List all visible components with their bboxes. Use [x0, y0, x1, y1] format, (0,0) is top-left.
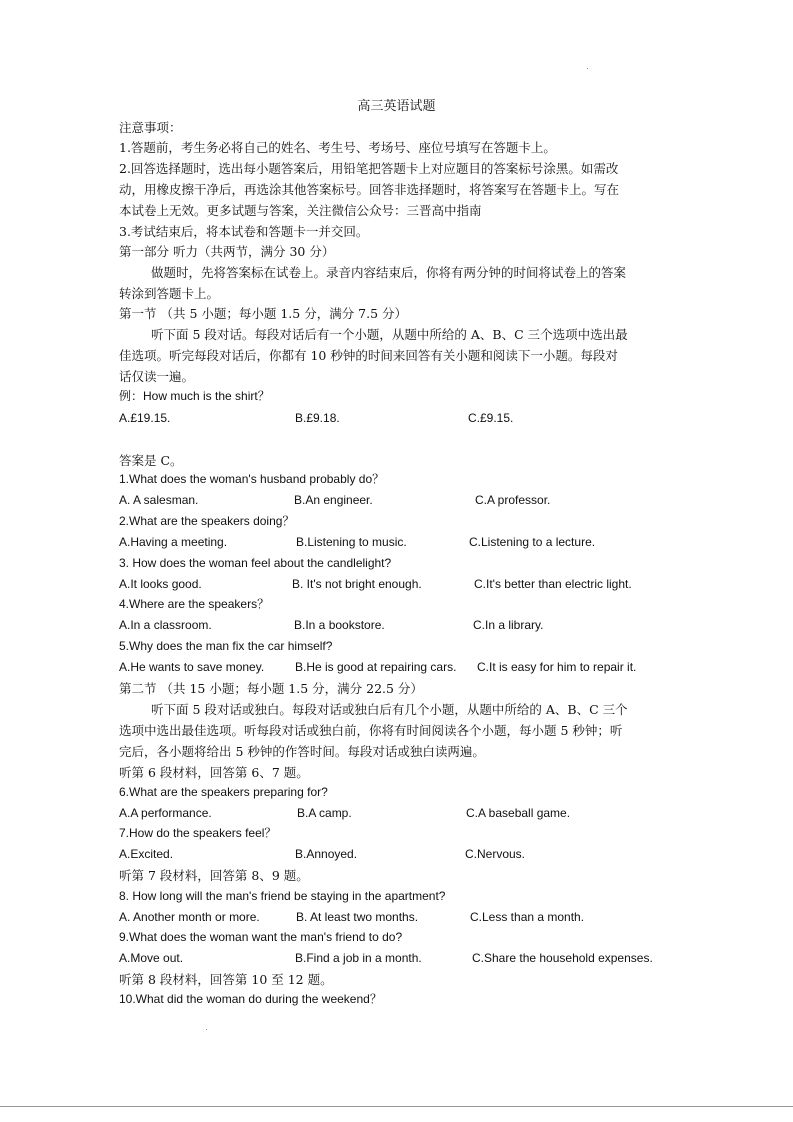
- example-options: [119, 408, 679, 429]
- question-7: 7.How do the speakers feel？: [119, 826, 277, 840]
- part1-intro-line: 转涂到答题卡上。: [119, 286, 220, 301]
- question-4: 4.Where are the speakers？: [119, 597, 270, 611]
- question-9-options: [119, 948, 679, 969]
- question-5: 5.Why does the man fix the car himself?: [119, 639, 333, 653]
- question-8: 8. How long will the man's friend be staying in the apartment?: [119, 889, 446, 903]
- part1-intro-line: 做题时，先将答案标在试卷上。录音内容结束后，你将有两分钟的时间将试卷上的答案: [151, 265, 627, 280]
- option-b: B.Find a job in a month.: [295, 951, 422, 965]
- option-a: A.He wants to save money.: [119, 660, 265, 674]
- option-b: B.An engineer.: [294, 493, 373, 507]
- section2-intro-line: 完后，各小题将给出 5 秒钟的作答时间。每段对话或独白读两遍。: [119, 744, 485, 759]
- question-5-options: [119, 657, 679, 678]
- option-a: A.Excited.: [119, 847, 174, 861]
- section1-intro-line: 话仅读一遍。: [119, 369, 195, 384]
- question-10: 10.What did the woman do during the weekend？: [119, 992, 382, 1006]
- section1-intro-line: 听下面 5 段对话。每段对话后有一个小题，从题中所给的 A、B、C 三个选项中选出最: [151, 327, 628, 342]
- material-6: 听第 6 段材料，回答第 6、7 题。: [119, 765, 309, 780]
- scan-dot: [587, 68, 588, 69]
- section2-intro-line: 听下面 5 段对话或独白。每段对话或独白后有几个小题，从题中所给的 A、B、C 三个: [151, 702, 628, 717]
- option-c: C.Share the household expenses.: [472, 951, 653, 965]
- option-c: C.A professor.: [475, 493, 551, 507]
- part1-heading: 第一部分 听力（共两节，满分 30 分）: [119, 244, 335, 259]
- option-c: C.Less than a month.: [470, 910, 585, 924]
- section1-intro-line: 佳选项。听完每段对话后，你都有 10 秒钟的时间来回答有关小题和阅读下一小题。每段对: [119, 348, 618, 363]
- option-b: B. At least two months.: [296, 910, 419, 924]
- page-bottom-rule: [0, 1106, 793, 1107]
- notice-line: 动，用橡皮擦干净后，再选涂其他答案标号。回答非选择题时，将答案写在答题卡上。写在: [119, 182, 620, 197]
- example-answer: 答案是 C。: [119, 453, 183, 468]
- option-a: A.It looks good.: [119, 577, 202, 591]
- option-a: A. A salesman.: [119, 493, 199, 507]
- option-b: B.Listening to music.: [296, 535, 407, 549]
- option-b: B.£9.18.: [295, 411, 340, 425]
- question-2-options: [119, 532, 679, 553]
- question-6: 6.What are the speakers preparing for?: [119, 785, 328, 799]
- option-b: B.He is good at repairing cars.: [295, 660, 457, 674]
- question-2: 2.What are the speakers doing？: [119, 514, 295, 528]
- notice-line: 2.回答选择题时，选出每小题答案后，用铅笔把答题卡上对应题目的答案标号涂黑。如需改: [119, 161, 619, 176]
- option-a: A.Having a meeting.: [119, 535, 228, 549]
- option-c: C.A baseball game.: [466, 806, 571, 820]
- option-a: A.Move out.: [119, 951, 184, 965]
- notice-line: 3.考试结束后，将本试卷和答题卡一并交回。: [119, 224, 369, 239]
- page-title: 高三英语试题: [357, 99, 436, 114]
- example-question: 例：How much is the shirt？: [119, 389, 270, 403]
- question-1-options: [119, 490, 679, 511]
- option-c: C.In a library.: [473, 618, 544, 632]
- option-c: C.Listening to a lecture.: [469, 535, 596, 549]
- question-3: 3. How does the woman feel about the candlelight?: [119, 556, 392, 570]
- notice-line: 1.答题前，考生务必将自己的姓名、考生号、考场号、座位号填写在答题卡上。: [119, 140, 556, 155]
- question-1: 1.What does the woman's husband probably do？: [119, 472, 385, 486]
- question-6-options: [119, 803, 679, 824]
- option-a: A. Another month or more.: [119, 910, 260, 924]
- notice-line: 本试卷上无效。更多试题与答案，关注微信公众号：三晋高中指南: [119, 203, 482, 218]
- question-3-options: [119, 574, 679, 595]
- section2-heading: 第二节 （共 15 小题；每小题 1.5 分，满分 22.5 分）: [119, 681, 423, 696]
- option-a: A.In a classroom.: [119, 618, 212, 632]
- option-a: A.£19.15.: [119, 411, 171, 425]
- option-c: C.Nervous.: [465, 847, 526, 861]
- option-b: B.A camp.: [297, 806, 352, 820]
- section2-intro-line: 选项中选出最佳选项。听每段对话或独白前，你将有时间阅读各个小题，每小题 5 秒钟；听: [119, 723, 623, 738]
- material-8: 听第 8 段材料，回答第 10 至 12 题。: [119, 972, 333, 987]
- option-c: C.£9.15.: [468, 411, 514, 425]
- option-b: B.Annoyed.: [295, 847, 358, 861]
- option-c: C.It's better than electric light.: [474, 577, 632, 591]
- question-8-options: [119, 907, 679, 928]
- option-a: A.A performance.: [119, 806, 212, 820]
- material-7: 听第 7 段材料，回答第 8、9 题。: [119, 868, 309, 883]
- option-b: B. It's not bright enough.: [292, 577, 422, 591]
- notice-heading: 注意事项：: [119, 120, 182, 135]
- question-7-options: [119, 844, 679, 865]
- option-c: C.It is easy for him to repair it.: [477, 660, 637, 674]
- section1-heading: 第一节 （共 5 小题；每小题 1.5 分，满分 7.5 分）: [119, 306, 408, 321]
- option-b: B.In a bookstore.: [294, 618, 385, 632]
- scan-dot: [206, 1029, 207, 1030]
- question-4-options: [119, 615, 679, 636]
- question-9: 9.What does the woman want the man's friend to do?: [119, 930, 403, 944]
